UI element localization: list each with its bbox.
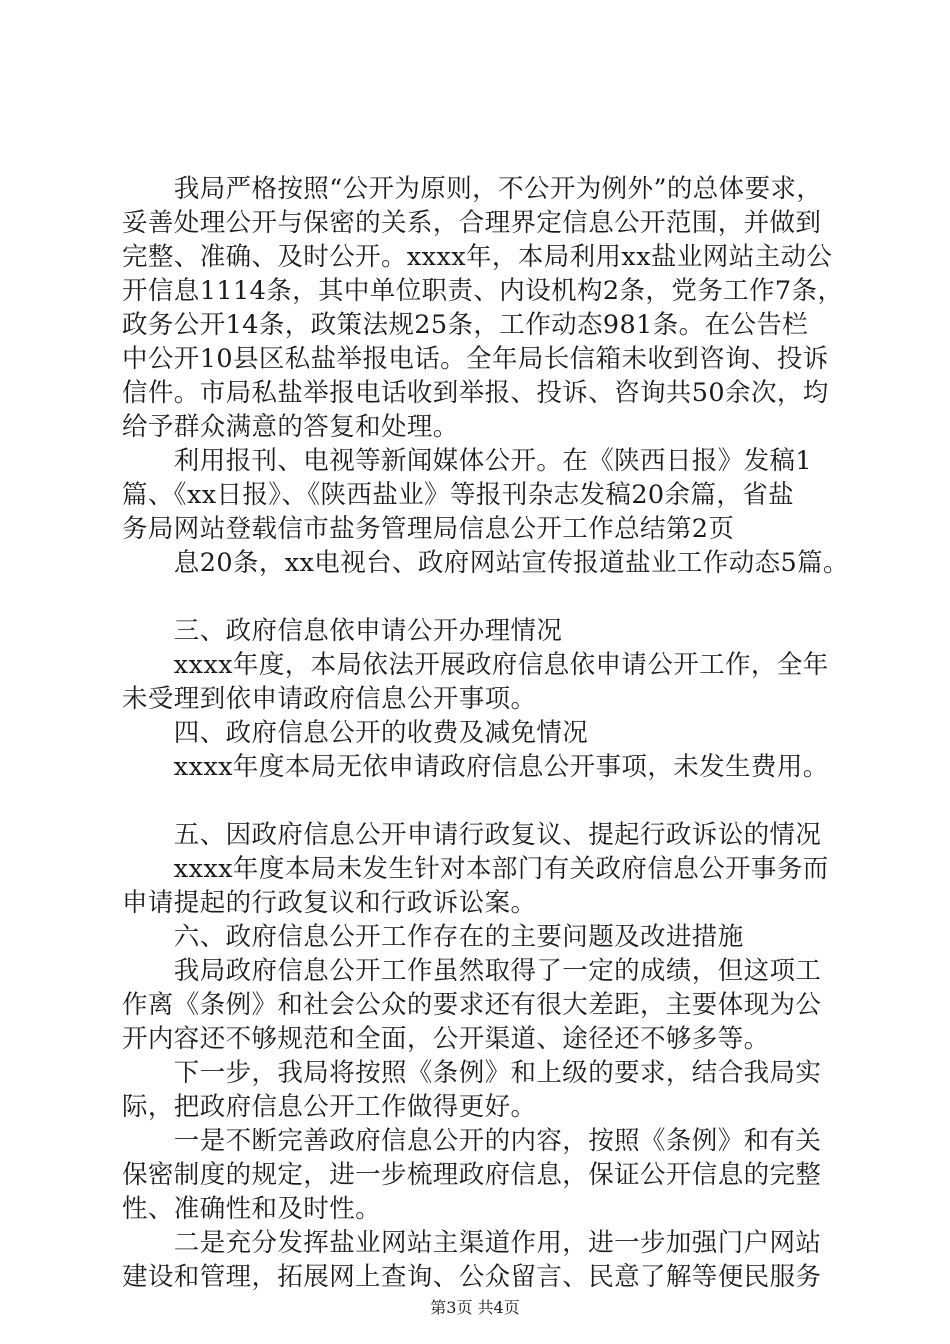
text-line: 我局严格按照“公开为原则，不公开为例外”的总体要求， [122,174,823,204]
text-line: 务局网站登载信市盐务管理局信息公开工作总结第2页 [122,514,735,544]
text-line: xxxx年度本局未发生针对本部门有关政府信息公开事务而 [122,854,829,884]
text-line: 建设和管理，拓展网上查询、公众留言、民意了解等便民服务 [122,1262,822,1292]
section-heading: 四、政府信息公开的收费及减免情况 [122,718,589,748]
text-line: 申请提起的行政复议和行政诉讼案。 [122,888,537,918]
page-footer [0,1298,950,1318]
text-line: 信件。市局私盐举报电话收到举报、投诉、咨询共50余次，均 [122,378,829,408]
document-body [122,172,849,1294]
text-line: 政务公开14条，政策法规25条，工作动态981条。在公告栏 [122,310,809,340]
text-line: 我局政府信息公开工作虽然取得了一定的成绩，但这项工 [122,956,822,986]
text-line: 未受理到依申请政府信息公开事项。 [122,684,537,714]
paragraph-gap [122,580,842,614]
text-line: 完整、准确、及时公开。xxxx年，本局利用xx盐业网站主动公 [122,242,833,272]
text-line: 保密制度的规定，进一步梳理政府信息，保证公开信息的完整 [122,1160,822,1190]
section-heading: 六、政府信息公开工作存在的主要问题及改进措施 [122,922,744,952]
text-line: 息20条，xx电视台、政府网站宣传报道盐业工作动态5篇。 [122,548,849,578]
text-line: xxxx年度本局无依申请政府信息公开事项，未发生费用。 [122,752,829,782]
text-line: 妥善处理公开与保密的关系，合理界定信息公开范围，并做到 [122,208,822,238]
page-number-label: 第3页 共4页 [430,1298,520,1317]
text-line: xxxx年度，本局依法开展政府信息依申请公开工作，全年 [122,650,829,680]
text-line: 一是不断完善政府信息公开的内容，按照《条例》和有关 [122,1126,822,1156]
text-line: 利用报刊、电视等新闻媒体公开。在《陕西日报》发稿1 [122,446,813,476]
text-line: 二是充分发挥盐业网站主渠道作用，进一步加强门户网站 [122,1228,822,1258]
text-line: 篇、《xx日报》、《陕西盐业》等报刊杂志发稿20余篇，省盐 [122,480,795,510]
section-heading: 五、因政府信息公开申请行政复议、提起行政诉讼的情况 [122,820,822,850]
section-heading: 三、政府信息依申请公开办理情况 [122,616,563,646]
text-line: 开信息1114条，其中单位职责、内设机构2条，党务工作7条， [122,276,844,306]
text-line: 际，把政府信息公开工作做得更好。 [122,1092,537,1122]
paragraph-gap [122,784,842,818]
text-line: 开内容还不够规范和全面，公开渠道、途径还不够多等。 [122,1024,770,1054]
text-line: 中公开10县区私盐举报电话。全年局长信箱未收到咨询、投诉 [122,344,829,374]
text-line: 作离《条例》和社会公众的要求还有很大差距，主要体现为公 [122,990,822,1020]
text-line: 下一步，我局将按照《条例》和上级的要求，结合我局实 [122,1058,822,1088]
text-line: 给予群众满意的答复和处理。 [122,412,459,442]
text-line: 性、准确性和及时性。 [122,1194,382,1224]
